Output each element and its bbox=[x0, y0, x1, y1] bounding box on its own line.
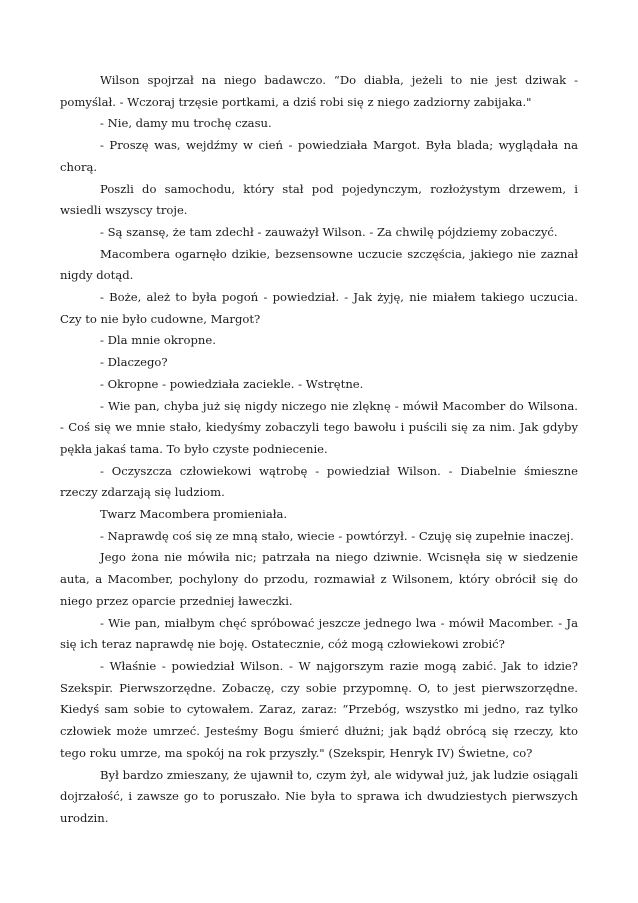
paragraph: - Proszę was, wejdźmy w cień - powiedziała Margot. Była blada; wyglądała na chorą. bbox=[60, 138, 578, 174]
paragraph: Poszli do samochodu, który stał pod pojedynczym, rozłożystym drzewem, i wsiedli wszyscy troje. bbox=[60, 181, 578, 218]
paragraph: Jego żona nie mówiła nic; patrzała na niego dziwnie. Wcisnęła się w siedzenie auta, a Macomber, pochylony do przodu, rozmawiał z Wilsonem, który obrócił się do niego przez oparcie przedniej ławeczki. bbox=[60, 550, 578, 608]
paragraph: Był bardzo zmieszany, że ujawnił to, czym żył, ale widywał już, jak ludzie osiągali dojrzałość, i zawsze go to poruszało. Nie była to sprawa ich dwudziestych pierwszych urodzin. bbox=[60, 767, 578, 825]
paragraph: - Okropne - powiedziała zaciekle. - Wstrętne. bbox=[100, 376, 364, 391]
paragraph: - Naprawdę coś się ze mną stało, wiecie - powtórzył. - Czuję się zupełnie inaczej. bbox=[100, 528, 574, 543]
paragraph: - Oczyszcza człowiekowi wątrobę - powiedział Wilson. - Diabelnie śmieszne rzeczy zdarzają się ludziom. bbox=[60, 463, 578, 500]
paragraph: - Wie pan, miałbym chęć spróbować jeszcze jednego lwa - mówił Macomber. - Ja się ich teraz naprawdę nie boję. Ostatecznie, cóż mogą człowiekowi zrobić? bbox=[60, 615, 578, 652]
paragraph: - Boże, ależ to była pogoń - powiedział. - Jak żyję, nie miałem takiego uczucia. Czy to nie było cudowne, Margot? bbox=[60, 290, 578, 326]
paragraph: - Właśnie - powiedział Wilson. - W najgorszym razie mogą zabić. Jak to idzie? Szekspir. Pierwszorzędne. Zobaczę, czy sobie przypomnę. O, to jest pierwszorzędne. Kiedyś sam sobie to cytowałem. Zaraz, zaraz: “Przebóg, wszystko mi jedno, raz tylko człowiek może umrzeć. Jesteśmy Bogu śmierć dłużni; jak bądź obrócą się rzeczy, kto tego roku umrze, ma spokój na rok przyszły." (Szekspir, Henryk IV) Świetne, co? bbox=[60, 658, 578, 760]
paragraph: - Są szansę, że tam zdechł - zauważył Wilson. - Za chwilę pójdziemy zobaczyć. bbox=[100, 224, 558, 239]
paragraph: - Dlaczego? bbox=[100, 355, 168, 370]
paragraph: Macombera ogarnęło dzikie, bezsensowne uczucie szczęścia, jakiego nie zaznał nigdy dotąd. bbox=[60, 246, 578, 283]
paragraph: - Wie pan, chyba już się nigdy niczego nie zlęknę - mówił Macomber do Wilsona. - Coś się we mnie stało, kiedyśmy zobaczyli tego bawołu i puścili się za nim. Jak gdyby pękła jakaś tama. To było czyste podniecenie. bbox=[60, 398, 578, 456]
paragraph: Twarz Macombera promieniała. bbox=[100, 507, 288, 522]
document-page bbox=[60, 70, 578, 830]
paragraph: Wilson spojrzał na niego badawczo. “Do diabła, jeżeli to nie jest dziwak - pomyślał. - Wczoraj trzęsie portkami, a dziś robi się z niego zadziorny zabijaka." bbox=[60, 73, 578, 109]
paragraph: - Nie, damy mu trochę czasu. bbox=[100, 116, 272, 131]
paragraph: - Dla mnie okropne. bbox=[100, 333, 216, 348]
